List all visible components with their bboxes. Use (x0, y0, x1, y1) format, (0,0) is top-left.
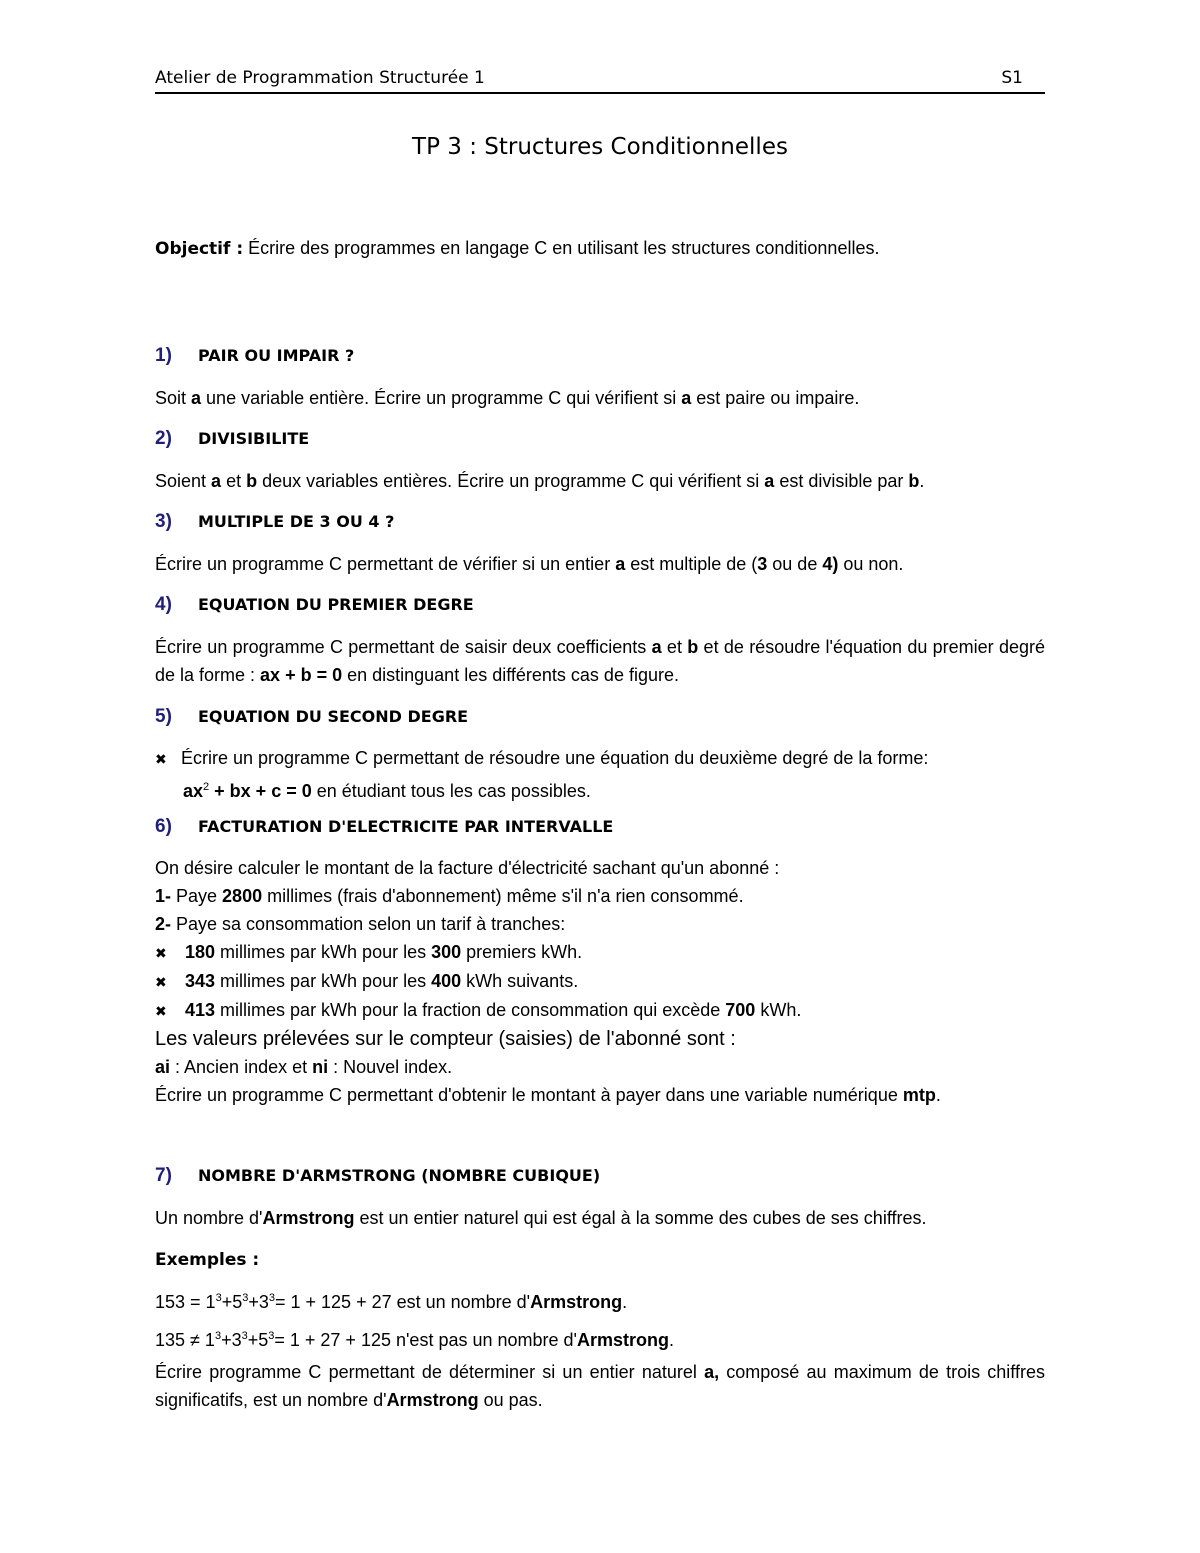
section-7-definition: Un nombre d'Armstrong est un entier naturel qui est égal à la somme des cubes de ses chiffres. (155, 1208, 927, 1228)
semester-label: S1 (1001, 68, 1023, 88)
section-1-heading: 1) PAIR OU IMPAIR ? (155, 345, 355, 366)
example-1: $153 = 1^3+5^3+3^3= 1 + 125 + 27$ est un nombre d'Armstrong. (155, 1292, 628, 1312)
section-7-heading: 7) NOMBRE D'ARMSTRONG (NOMBRE CUBIQUE) (155, 1165, 601, 1186)
bullet-icon: ✖ (155, 945, 167, 961)
objective-label: Objectif : (155, 239, 244, 259)
section-3-heading: 3) MULTIPLE DE 3 OU 4 ? (155, 511, 395, 532)
section-7-task: Écrire programme C permettant de déterminer si un entier naturel a, composé au maximum de trois chiffres significatifs, est un nombre d'Armstrong ou pas. (155, 1362, 1045, 1410)
section-6-heading: 6) FACTURATION D'ELECTRICITE PAR INTERVALLE (155, 816, 614, 837)
course-title: Atelier de Programmation Structurée 1 (155, 68, 485, 88)
section-2-text: Soient a et b deux variables entières. Écrire un programme C qui vérifient si a est divisible par b. (155, 471, 925, 491)
section-2-heading: 2) DIVISIBILITE (155, 428, 310, 449)
objective (155, 238, 879, 259)
section-3-text: Écrire un programme C permettant de vérifier si un entier a est multiple de (3 ou de 4) ou non. (155, 554, 904, 574)
page-header (155, 68, 1045, 94)
example-2: $135 \ne 1^3+3^3+5^3= 1 + 27 + 125$ n'est pas un nombre d'Armstrong. (155, 1330, 674, 1350)
section-1-text: Soit a une variable entière. Écrire un programme C qui vérifient si a est paire ou impaire. (155, 388, 860, 408)
bullet-icon: ✖ (155, 751, 167, 767)
section-4-heading: 4) EQUATION DU PREMIER DEGRE (155, 594, 474, 615)
section-5-heading: 5) EQUATION DU SECOND DEGRE (155, 706, 469, 727)
objective-text: Écrire des programmes en langage C en utilisant les structures conditionnelles. (248, 238, 880, 258)
page-title: TP 3 : Structures Conditionnelles (412, 134, 788, 160)
examples-label: Exemples : (155, 1250, 260, 1270)
section-4-text: Écrire un programme C permettant de saisir deux coefficients a et b et de résoudre l'équation du premier degré de la forme : ax + b = 0 en distinguant les différents cas de figure. (155, 637, 1046, 685)
bullet-icon: ✖ (155, 1003, 167, 1019)
bullet-icon: ✖ (155, 974, 167, 990)
section-6-text: On désire calculer le montant de la facture d'électricité sachant qu'un abonné : 1- Paye 2800 millimes (frais d'abonnement) même s'il n'a rien consommé. 2- Paye sa consommation selon un tarif à tranches: ✖ 180 millimes par kWh pour les 300 premiers kWh. ✖ 343 millimes par kWh pour les 400 kWh suivants. ✖ 413 millimes par kWh pour la fraction de consommation qui excède 700 kWh. Les valeurs prélevées sur le compteur (saisies) de l'abonné sont : ai : Ancien index et ni : Nouvel index. Écrire un programme C permettant d'obtenir le montant à payer dans une variable numérique mtp. (155, 858, 941, 1105)
section-5-text: ✖ Écrire un programme C permettant de résoudre une équation du deuxième degré de la forme: $ax^2$ + bx + c = 0 en étudiant tous les cas possibles. (155, 744, 928, 805)
